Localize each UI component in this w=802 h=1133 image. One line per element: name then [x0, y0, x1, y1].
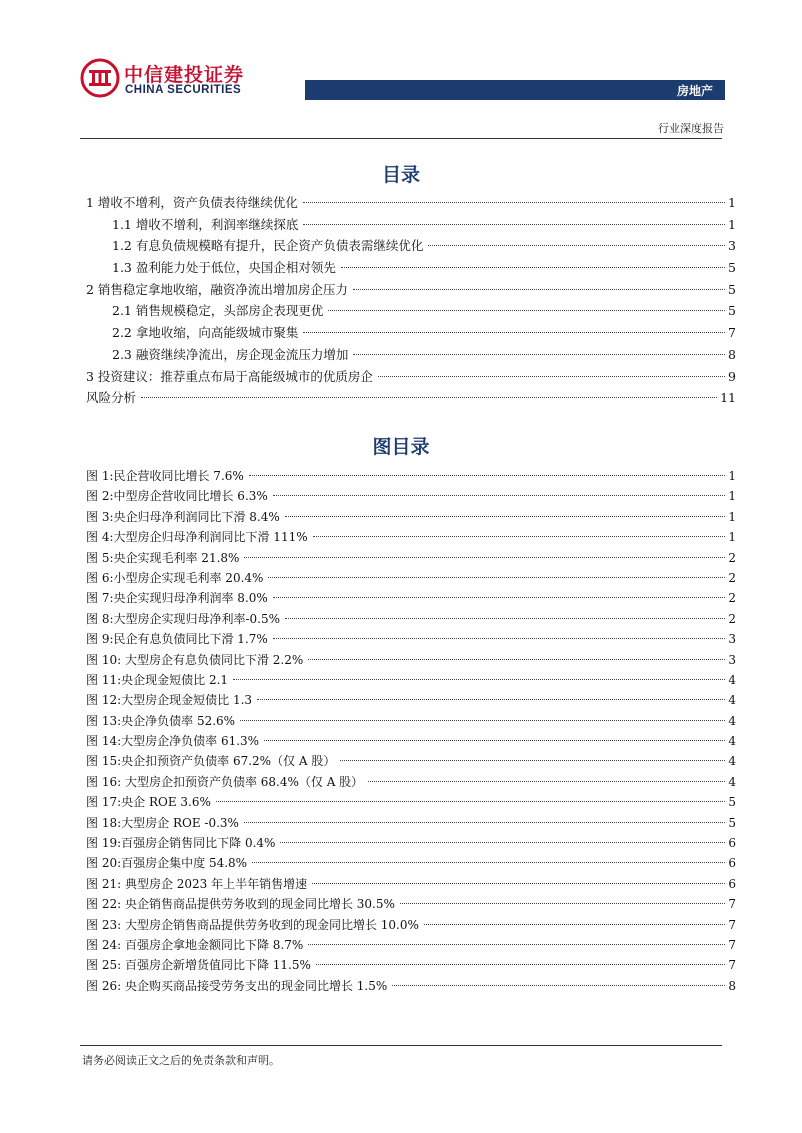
toc-entry[interactable]: [86, 322, 736, 344]
toc-entry[interactable]: [86, 192, 736, 214]
toc-entry[interactable]: [86, 300, 736, 322]
figure-entry[interactable]: [86, 813, 736, 833]
page-number: 8: [728, 978, 736, 993]
dot-leader: [268, 577, 725, 578]
entry-title: 图 25: 百强房企新增货值同比下降 11.5%: [86, 958, 311, 973]
page-number: 9: [728, 368, 736, 384]
page-number: 1: [728, 489, 736, 504]
dot-leader: [308, 944, 725, 945]
entry-title: 图 3:央企归母净利润同比下滑 8.4%: [86, 509, 280, 524]
entry-title: 图 7:央企实现归母净利润率 8.0%: [86, 591, 268, 606]
page-number: 6: [728, 836, 736, 851]
dot-leader: [240, 720, 725, 721]
sector-label: 房地产: [676, 84, 713, 98]
page-number: 1: [728, 509, 736, 524]
header-divider: [80, 138, 722, 139]
entry-title: 2.3 融资继续净流出，房企现金流压力增加: [112, 346, 349, 362]
company-logo: [80, 58, 255, 98]
entry-title: 2.2 拿地收缩，向高能级城市聚集: [112, 325, 299, 341]
figure-list-heading: 图目录: [372, 436, 430, 458]
figure-entry[interactable]: [86, 915, 736, 935]
toc-entry[interactable]: [86, 235, 736, 257]
dot-leader: [244, 557, 725, 558]
entry-title: 图 22: 央企销售商品提供劳务收到的现金同比增长 30.5%: [86, 897, 395, 912]
entry-title: 图 11:央企现金短债比 2.1: [86, 672, 229, 687]
entry-title: 图 17:央企 ROE 3.6%: [86, 795, 211, 810]
dot-leader: [400, 903, 725, 904]
entry-title: 图 24: 百强房企拿地金额同比下降 8.7%: [86, 937, 304, 952]
entry-title: 图 8:大型房企实现归母净利率-0.5%: [86, 611, 281, 626]
page-number: 1: [728, 195, 736, 210]
figure-entry[interactable]: [86, 568, 736, 588]
figure-entry[interactable]: [86, 670, 736, 690]
page-number: 1: [728, 216, 736, 232]
dot-leader: [249, 475, 725, 476]
page-number: 3: [728, 238, 736, 254]
page-number: 7: [728, 897, 736, 912]
page-number: 5: [728, 260, 736, 276]
dot-leader: [216, 801, 725, 802]
toc-entry[interactable]: [86, 279, 736, 301]
page-number: 5: [728, 281, 736, 297]
page-number: 8: [728, 346, 736, 362]
page-number: 11: [720, 390, 736, 406]
footer-divider: [80, 1045, 722, 1046]
entry-title: 图 4:大型房企归母净利润同比下滑 111%: [86, 530, 308, 545]
page-number: 2: [728, 570, 736, 585]
figure-entry[interactable]: [86, 466, 736, 486]
page-number: 6: [728, 876, 736, 891]
figure-entry[interactable]: [86, 629, 736, 649]
logo-english-name: CHINA SECURITIES: [125, 84, 242, 96]
figure-entry[interactable]: [86, 690, 736, 710]
dot-leader: [308, 659, 725, 660]
dot-leader: [285, 516, 725, 517]
entry-title: 图 26: 央企购买商品接受劳务支出的现金同比增长 1.5%: [86, 978, 388, 993]
page-number: 1: [728, 530, 736, 545]
entry-title: 图 15:央企扣预资产负债率 67.2%（仅 A 股）: [86, 754, 336, 769]
page-number: 5: [728, 795, 736, 810]
dot-leader: [341, 267, 725, 268]
dot-leader: [252, 862, 725, 863]
logo-chinese-name: 中信建投证券: [124, 64, 245, 86]
entry-title: 图 5:央企实现毛利率 21.8%: [86, 550, 240, 565]
page-number: 6: [728, 856, 736, 871]
sector-banner: [305, 80, 725, 100]
figure-entry[interactable]: [86, 772, 736, 792]
dot-leader: [273, 495, 725, 496]
report-type: 行业深度报告: [658, 122, 724, 135]
page-number: 4: [728, 774, 736, 789]
dot-leader: [392, 985, 725, 986]
toc-entry[interactable]: [86, 214, 736, 236]
page-number: 3: [728, 652, 736, 667]
dot-leader: [280, 842, 725, 843]
entry-title: 图 21: 典型房企 2023 年上半年销售增速: [86, 876, 308, 891]
dot-leader: [285, 618, 725, 619]
page-number: 1: [728, 469, 736, 483]
dot-leader: [313, 536, 725, 537]
page-number: 2: [728, 611, 736, 626]
figure-entry[interactable]: [86, 976, 736, 996]
figure-list: [86, 466, 736, 996]
dot-leader: [303, 202, 725, 203]
figure-entry[interactable]: [86, 486, 736, 506]
page-number: 2: [728, 591, 736, 606]
entry-title: 1.3 盈利能力处于低位，央国企相对领先: [112, 260, 336, 276]
page-number: 4: [728, 734, 736, 749]
page-number: 7: [728, 917, 736, 932]
page-number: 2: [728, 550, 736, 565]
dot-leader: [273, 597, 725, 598]
figure-entry[interactable]: [86, 711, 736, 731]
page-number: 4: [728, 754, 736, 769]
citic-logo-icon: [80, 58, 120, 98]
entry-title: 图 6:小型房企实现毛利率 20.4%: [86, 570, 264, 585]
dot-leader: [316, 964, 725, 965]
dot-leader: [424, 924, 725, 925]
toc-entry[interactable]: [86, 257, 736, 279]
dot-leader: [312, 883, 725, 884]
entry-title: 2.1 销售规模稳定，头部房企表现更优: [112, 303, 324, 319]
entry-title: 图 23: 大型房企销售商品提供劳务收到的现金同比增长 10.0%: [86, 917, 419, 932]
dot-leader: [273, 638, 725, 639]
figure-entry[interactable]: [86, 833, 736, 853]
entry-title: 图 20:百强房企集中度 54.8%: [86, 856, 248, 871]
table-of-contents: [86, 192, 736, 409]
dot-leader: [353, 289, 725, 290]
figure-entry[interactable]: [86, 548, 736, 568]
figure-entry[interactable]: [86, 650, 736, 670]
entry-title: 图 10: 大型房企有息负债同比下滑 2.2%: [86, 652, 304, 667]
figure-entry[interactable]: [86, 853, 736, 873]
entry-title: 1.2 有息负债规模略有提升，民企资产负债表需继续优化: [112, 238, 424, 254]
dot-leader: [141, 397, 717, 398]
dot-leader: [303, 332, 725, 333]
page-number: 5: [728, 815, 736, 830]
figure-entry[interactable]: [86, 527, 736, 547]
dot-leader: [303, 224, 725, 225]
figure-entry[interactable]: [86, 935, 736, 955]
toc-entry[interactable]: [86, 366, 736, 388]
dot-leader: [353, 354, 725, 355]
entry-title: 图 13:央企净负债率 52.6%: [86, 713, 236, 728]
figure-entry[interactable]: [86, 507, 736, 527]
entry-title: 图 12:大型房企现金短债比 1.3: [86, 693, 253, 708]
entry-title: 1 增收不增利，资产负债表待继续优化: [86, 195, 298, 210]
dot-leader: [257, 699, 725, 700]
entry-title: 图 14:大型房企净负债率 61.3%: [86, 734, 260, 749]
entry-title: 图 2:中型房企营收同比增长 6.3%: [86, 489, 268, 504]
toc-entry[interactable]: [86, 387, 736, 409]
dot-leader: [328, 310, 725, 311]
figure-entry[interactable]: [86, 874, 736, 894]
entry-title: 2 销售稳定拿地收缩，融资净流出增加房企压力: [86, 281, 348, 297]
entry-title: 风险分析: [86, 390, 137, 406]
dot-leader: [340, 760, 725, 761]
figure-entry[interactable]: [86, 588, 736, 608]
page-number: 7: [728, 958, 736, 973]
entry-title: 图 16: 大型房企扣预资产负债率 68.4%（仅 A 股）: [86, 774, 364, 789]
dot-leader: [264, 740, 725, 741]
figure-entry[interactable]: [86, 609, 736, 629]
page-number: 4: [728, 693, 736, 708]
entry-title: 图 1:民企营收同比增长 7.6%: [86, 469, 244, 483]
dot-leader: [378, 376, 725, 377]
dot-leader: [233, 679, 725, 680]
entry-title: 图 9:民企有息负债同比下滑 1.7%: [86, 632, 268, 647]
toc-heading: 目录: [381, 164, 420, 186]
figure-entry[interactable]: [86, 731, 736, 751]
entry-title: 3 投资建议：推荐重点布局于高能级城市的优质房企: [86, 368, 373, 384]
dot-leader: [368, 781, 725, 782]
figure-entry[interactable]: [86, 955, 736, 975]
page-number: 5: [728, 303, 736, 319]
page-number: 3: [728, 632, 736, 647]
entry-title: 图 19:百强房企销售同比下降 0.4%: [86, 836, 276, 851]
page-number: 4: [728, 672, 736, 687]
toc-entry[interactable]: [86, 344, 736, 366]
figure-entry[interactable]: [86, 751, 736, 771]
entry-title: 图 18:大型房企 ROE -0.3%: [86, 815, 239, 830]
dot-leader: [244, 822, 725, 823]
page-number: 4: [728, 713, 736, 728]
disclaimer-note: 请务必阅读正文之后的免责条款和声明。: [82, 1054, 280, 1067]
entry-title: 1.1 增收不增利，利润率继续探底: [112, 216, 299, 232]
page-number: 7: [728, 937, 736, 952]
page-number: 7: [728, 325, 736, 341]
figure-entry[interactable]: [86, 894, 736, 914]
dot-leader: [428, 245, 725, 246]
figure-entry[interactable]: [86, 792, 736, 812]
